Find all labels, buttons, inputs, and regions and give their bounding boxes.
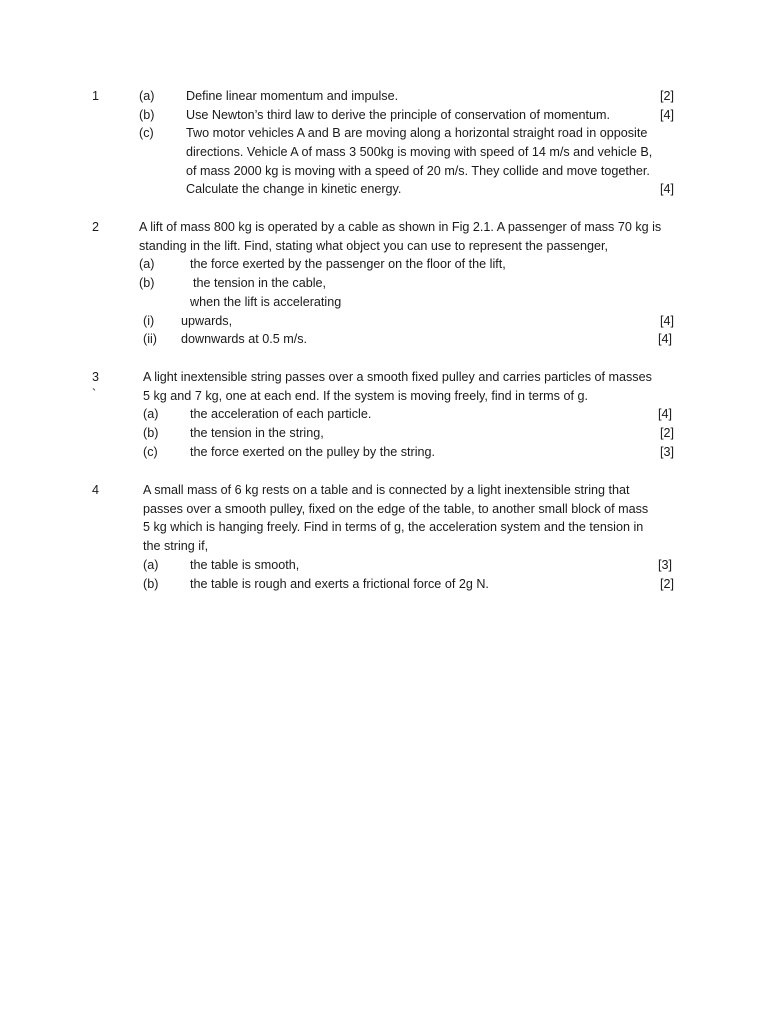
q2b-text: the tension in the cable, <box>193 276 327 290</box>
q4b-label: (b) <box>143 577 159 591</box>
q4a-text: the table is smooth, <box>190 558 300 572</box>
q1-number: 1 <box>92 89 100 103</box>
q3a-label: (a) <box>143 407 159 421</box>
q3c-marks: [3] <box>659 445 674 459</box>
q2a-label: (a) <box>139 257 155 271</box>
q2b-subtext: when the lift is accelerating <box>190 295 342 309</box>
q1a-text: Define linear momentum and impulse. <box>186 89 399 103</box>
q4-number: 4 <box>92 483 100 497</box>
q2a-text: the force exerted by the passenger on the floor of the lift, <box>190 257 506 271</box>
q2-intro-line: A lift of mass 800 kg is operated by a cable as shown in Fig 2.1. A passenger of mass 70 kg is <box>139 220 662 234</box>
q2bi-text: upwards, <box>181 314 233 328</box>
q2-intro-line: standing in the lift. Find, stating what object you can use to represent the passenger, <box>139 239 609 253</box>
q2bii-marks: [4] <box>657 332 672 346</box>
q4-intro-line: the string if, <box>143 539 209 553</box>
q1b-label: (b) <box>139 108 155 122</box>
q1c-marks: [4] <box>659 182 674 196</box>
q3-intro-line: 5 kg and 7 kg, one at each end. If the system is moving freely, find in terms of g. <box>143 389 588 403</box>
q3b-marks: [2] <box>659 426 674 440</box>
q2bi-label: (i) <box>143 314 155 328</box>
q3c-label: (c) <box>143 445 158 459</box>
q4a-marks: [3] <box>657 558 672 572</box>
q3c-text: the force exerted on the pulley by the string. <box>190 445 436 459</box>
q2bii-text: downwards at 0.5 m/s. <box>181 332 307 346</box>
q1a-label: (a) <box>139 89 155 103</box>
q1a-marks: [2] <box>659 89 674 103</box>
q2b-label: (b) <box>139 276 155 290</box>
q1c-line: Two motor vehicles A and B are moving along a horizontal straight road in opposite <box>186 126 648 140</box>
q1c-line: Calculate the change in kinetic energy. <box>186 182 402 196</box>
q4b-text: the table is rough and exerts a frictional force of 2g N. <box>190 577 489 591</box>
q4-intro-line: 5 kg which is hanging freely. Find in terms of g, the acceleration system and the tension in <box>143 520 644 534</box>
q4-intro-line: passes over a smooth pulley, fixed on the edge of the table, to another small block of mass <box>143 502 649 516</box>
q2bi-marks: [4] <box>659 314 674 328</box>
q1b-text: Use Newton’s third law to derive the principle of conservation of momentum. <box>186 108 610 122</box>
q3a-text: the acceleration of each particle. <box>190 407 372 421</box>
q1c-line: directions. Vehicle A of mass 3 500kg is moving with speed of 14 m/s and vehicle B, <box>186 145 653 159</box>
q1c-line: of mass 2000 kg is moving with a speed of 20 m/s. They collide and move together. <box>186 164 650 178</box>
q2bii-label: (ii) <box>143 332 157 346</box>
q3a-marks: [4] <box>657 407 672 421</box>
q1b-marks: [4] <box>659 108 674 122</box>
q4-intro-line: A small mass of 6 kg rests on a table and is connected by a light inextensible string that <box>143 483 630 497</box>
q2-number: 2 <box>92 220 100 234</box>
q3b-label: (b) <box>143 426 159 440</box>
q4a-label: (a) <box>143 558 159 572</box>
q3-intro-line: A light inextensible string passes over a smooth fixed pulley and carries particles of masses <box>143 370 652 384</box>
q1c-label: (c) <box>139 126 154 140</box>
q3-number: 3 <box>92 370 100 384</box>
stray-backtick: ` <box>92 387 97 401</box>
q3b-text: the tension in the string, <box>190 426 324 440</box>
q4b-marks: [2] <box>659 577 674 591</box>
